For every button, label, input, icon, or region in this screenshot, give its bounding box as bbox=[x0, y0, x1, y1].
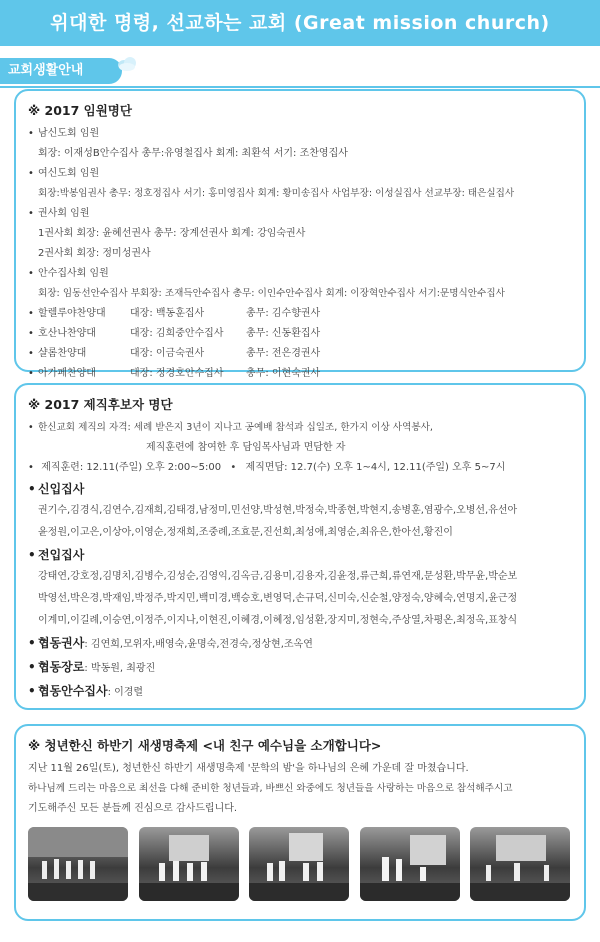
assoc-ansu-row bbox=[28, 680, 570, 704]
kwonsa-detail-2: 2권사회 회장: 정미성권사 bbox=[38, 248, 151, 259]
kwonsa-label: • 권사회 임원 bbox=[28, 204, 570, 224]
new-deacons-names: 윤정원,이고은,이상아,이영순,정재희,조중례,조효문,진선희,최성애,최영순,최유은,한아선,황진이 bbox=[38, 527, 453, 538]
candidates-box bbox=[14, 383, 586, 710]
qualification-line-1: • 한신교회 제직의 자격: 세례 받은지 3년이 지나고 공예배 참석과 십일조, 한가지 이상 사역봉사, bbox=[28, 418, 570, 438]
choir-row bbox=[28, 324, 570, 344]
choir-secretary: 총무: 전은경권사 bbox=[246, 348, 321, 359]
new-deacons-names: 권기수,김경식,김연수,김재희,김태경,남정미,민선양,박성현,박정숙,박종현,박현지,송병훈,염광수,오병선,유선아 bbox=[38, 505, 518, 516]
choir-row bbox=[28, 304, 570, 324]
event-photo bbox=[470, 827, 570, 901]
choir-secretary: 총무: 이현숙권사 bbox=[246, 368, 321, 379]
interview-schedule: 제직면담: 12.7(수) 오후 1~4시, 12.11(주일) 오후 5~7시 bbox=[245, 462, 506, 473]
schedule-row bbox=[28, 458, 570, 478]
festival-line-1: 지난 11월 26일(토), 청년한신 하반기 새생명축제 '문학의 밤'을 하나님의 은혜 가운데 잘 마쳤습니다. bbox=[28, 763, 469, 774]
ansu-label: • 안수집사회 임원 bbox=[28, 264, 570, 284]
choir-leader: 대장: 백동훈집사 bbox=[130, 308, 205, 319]
women-label: • 여신도회 임원 bbox=[28, 164, 570, 184]
event-photo bbox=[28, 827, 128, 901]
event-photo bbox=[139, 827, 239, 901]
festival-line-2: 하나님께 드리는 마음으로 최선을 다해 준비한 청년들과, 바쁘신 와중에도 청년들을 사랑하는 마음으로 참석해주시고 bbox=[28, 783, 513, 794]
choir-secretary: 총무: 김수향권사 bbox=[246, 308, 321, 319]
kwonsa-detail-1: 1권사회 회장: 윤혜선권사 총무: 장계선권사 회계: 강임숙권사 bbox=[38, 228, 306, 239]
officers-title: ※ 2017 임원명단 bbox=[28, 103, 132, 118]
festival-box bbox=[14, 724, 586, 921]
event-photo bbox=[360, 827, 460, 901]
assoc-kwonsa-row bbox=[28, 632, 570, 656]
officers-box bbox=[14, 89, 586, 379]
choir-name: • 아가페찬양대 bbox=[38, 368, 96, 379]
choir-leader: 대장: 이금숙권사 bbox=[130, 348, 205, 359]
new-deacons-label: • 신입집사 bbox=[28, 478, 570, 500]
choir-secretary: 총무: 신동환집사 bbox=[246, 328, 321, 339]
ansu-detail: 회장: 임동선안수집사 부회장: 조재득안수집사 총무: 이인수안수집사 회계: 이장혁안수집사 서기:문명식안수집사 bbox=[38, 288, 505, 299]
assoc-elder-label: 협동장로 bbox=[38, 660, 85, 674]
banner-title: 위대한 명령, 선교하는 교회 (Great mission church) bbox=[0, 0, 600, 46]
women-detail: 회장:박봉임권사 총무: 정호정집사 서기: 홍미영집사 회계: 황미송집사 사업부장: 이성실집사 선교부장: 태은실집사 bbox=[38, 188, 515, 199]
choir-name: • 할렐루야찬양대 bbox=[38, 308, 106, 319]
choir-name: • 호산나찬양대 bbox=[38, 328, 96, 339]
choir-leader: 대장: 김희중안수집사 bbox=[130, 328, 224, 339]
cloud-icon bbox=[116, 54, 138, 72]
choir-row bbox=[28, 364, 570, 384]
transfer-deacons-names: 박영선,박은경,박재임,박정주,박지민,백미경,백승호,변영덕,손규덕,신미숙,신순철,양정숙,양혜숙,연명지,윤근정 bbox=[38, 593, 518, 604]
assoc-ansu-names: : 이경렬 bbox=[107, 687, 144, 698]
event-photo bbox=[249, 827, 349, 901]
training-schedule: 제직훈련: 12.11(주일) 오후 2:00~5:00 bbox=[41, 462, 222, 473]
photo-strip bbox=[28, 827, 570, 901]
transfer-deacons-label: • 전입집사 bbox=[28, 544, 570, 566]
festival-title: ※ 청년한신 하반기 새생명축제 <내 친구 예수님을 소개합니다> bbox=[28, 738, 382, 753]
choir-row bbox=[28, 344, 570, 364]
header-rule bbox=[0, 86, 600, 88]
assoc-ansu-label: 협동안수집사 bbox=[38, 684, 108, 698]
qualification-line-2: 제직훈련에 참여한 후 담임목사님과 면담한 자 bbox=[146, 442, 346, 453]
choir-leader: 대장: 정경호안수집사 bbox=[130, 368, 224, 379]
transfer-deacons-names: 강태연,강호정,김명치,김병수,김성순,김영익,김옥금,김용미,김용자,김윤정,류근희,류연재,문성환,박무윤,박순보 bbox=[38, 571, 518, 582]
assoc-kwonsa-names: : 김연희,모위자,배영숙,윤명숙,전경숙,정상현,조옥연 bbox=[84, 639, 313, 650]
men-label: • 남신도회 임원 bbox=[28, 124, 570, 144]
choir-name: • 샬롬찬양대 bbox=[38, 348, 87, 359]
candidates-title: ※ 2017 제직후보자 명단 bbox=[28, 397, 173, 412]
men-detail: 회장: 이재성B안수집사 총무:유영철집사 회계: 최환석 서기: 조찬영집사 bbox=[38, 148, 348, 159]
assoc-elder-names: : 박동원, 최광진 bbox=[84, 663, 156, 674]
section-label: 교회생활안내 bbox=[0, 58, 122, 84]
festival-line-3: 기도해주신 모든 분들께 진심으로 감사드립니다. bbox=[28, 803, 238, 814]
assoc-elder-row bbox=[28, 656, 570, 680]
bullet-separator: • bbox=[230, 462, 237, 473]
assoc-kwonsa-label: 협동권사 bbox=[38, 636, 85, 650]
transfer-deacons-names: 이계미,이길례,이승연,이정주,이지나,이현진,이혜경,이혜정,임성환,장지미,정현숙,주상열,차평온,최정옥,표창식 bbox=[38, 615, 518, 626]
